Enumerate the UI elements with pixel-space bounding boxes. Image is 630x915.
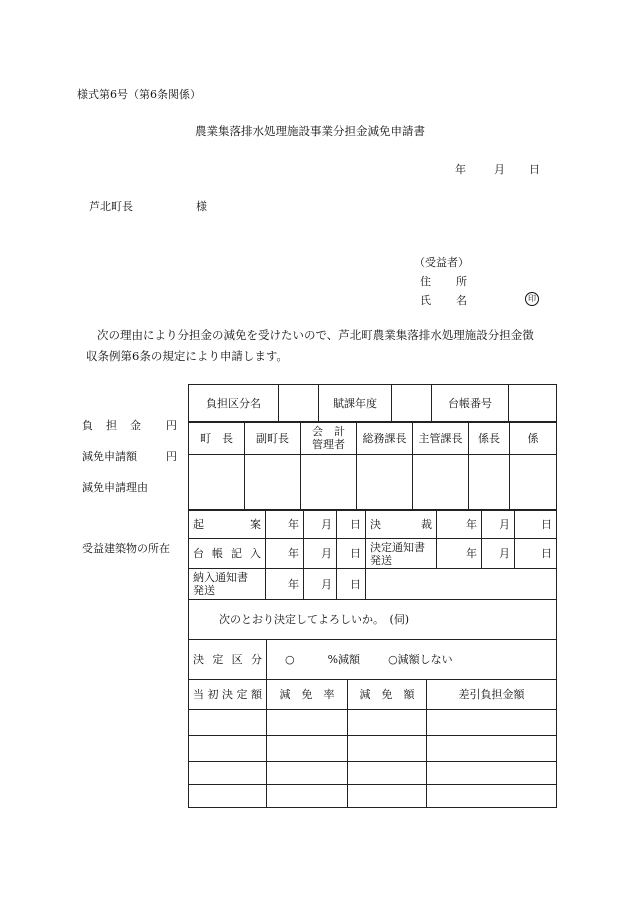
ledger-day-unit: 日	[337, 539, 366, 569]
col-reduction-amount: 減 免 額	[348, 680, 427, 710]
notice-day-unit: 日	[515, 539, 557, 569]
addressee-name: 芦北町長	[89, 200, 133, 213]
amount-char-2: 担	[106, 419, 117, 432]
fiscal-year-value	[392, 385, 432, 423]
blank-cell	[366, 569, 557, 600]
form-number: 様式第6号（第6条関係）	[77, 88, 201, 101]
ledger-year-unit: 年	[266, 539, 304, 569]
payment-year-unit: 年	[266, 569, 304, 600]
approver-deputy-mayor: 副町長	[245, 422, 301, 455]
seal-mark: 印	[525, 292, 539, 306]
category-value	[279, 385, 319, 423]
notice-sent-label: 決定通知書 発送	[366, 539, 437, 569]
ledger-month-unit: 月	[304, 539, 337, 569]
approver-department-chief: 主管課長	[413, 422, 469, 455]
notice-year-unit: 年	[437, 539, 482, 569]
table-row	[189, 736, 557, 762]
building-location-label: 受益建築物の所在	[82, 542, 170, 555]
option-no-reduction: ○減額しない	[388, 653, 453, 666]
amount-unit: 円	[166, 419, 177, 432]
amounts-table	[188, 679, 557, 808]
draft-day-unit: 日	[337, 510, 366, 539]
draft-month-unit: 月	[304, 510, 337, 539]
reduction-amount-label: 減免申請額	[82, 450, 137, 463]
stamp-box	[469, 455, 510, 511]
approver-section-head: 係長	[469, 422, 510, 455]
approver-general-affairs-chief: 総務課長	[357, 422, 413, 455]
stamp-box	[301, 455, 357, 511]
inquiry-text: 次のとおり決定してよろしいか。 (伺)	[189, 600, 557, 640]
col-initial-amount: 当初決定額	[189, 680, 267, 710]
stamp-box	[245, 455, 301, 511]
notice-month-unit: 月	[482, 539, 515, 569]
approver-accounting-manager: 会 計 管理者	[301, 422, 357, 455]
payment-month-unit: 月	[304, 569, 337, 600]
category-label: 負担区分名	[189, 385, 279, 423]
date-day: 日	[529, 163, 540, 176]
draft-label: 起 案	[189, 510, 266, 539]
payment-notice-label: 納入通知書 発送	[189, 569, 266, 600]
paragraph-line-1: 次の理由により分担金の減免を受けたいので、芦北町農業集落排水処理施設分担金徴	[97, 328, 534, 342]
decision-category-label: 決 定 区 分	[189, 640, 267, 680]
date-year: 年	[455, 163, 466, 176]
stamp-box	[357, 455, 413, 511]
stamp-box	[413, 455, 469, 511]
approver-mayor: 町 長	[189, 422, 245, 455]
stamp-box	[189, 455, 245, 511]
approval-table	[188, 421, 557, 511]
reduction-amount-unit: 円	[166, 450, 177, 463]
date-month: 月	[494, 163, 505, 176]
amount-char-1: 負	[82, 419, 93, 432]
address-label-1: 住	[420, 275, 431, 288]
decision-label: 決 裁	[366, 510, 437, 539]
col-reduction-rate: 減 免 率	[267, 680, 348, 710]
table-row	[189, 762, 557, 785]
table-row	[189, 785, 557, 808]
decision-year-unit: 年	[437, 510, 482, 539]
name-label-2: 名	[456, 294, 467, 307]
dates-table	[188, 509, 557, 600]
decision-table	[188, 599, 557, 680]
stamp-box	[510, 455, 557, 511]
decision-options	[267, 640, 557, 680]
info-table	[188, 384, 557, 423]
payment-day-unit: 日	[337, 569, 366, 600]
address-label-2: 所	[456, 275, 467, 288]
document-title: 農業集落排水処理施設事業分担金減免申請書	[195, 124, 425, 138]
ledger-entry-label: 台 帳 記 入	[189, 539, 266, 569]
name-label-1: 氏	[420, 294, 431, 307]
decision-month-unit: 月	[482, 510, 515, 539]
reduction-reason-label: 減免申請理由	[82, 481, 148, 494]
approver-staff: 係	[510, 422, 557, 455]
decision-day-unit: 日	[515, 510, 557, 539]
amount-char-3: 金	[130, 419, 141, 432]
col-net-amount: 差引負担金額	[427, 680, 557, 710]
table-row	[189, 710, 557, 736]
ledger-no-value	[509, 385, 557, 423]
option-reduce: ○ %減額	[285, 653, 361, 666]
applicant-role: （受益者）	[414, 256, 469, 269]
addressee-honorific: 様	[196, 200, 207, 213]
fiscal-year-label: 賦課年度	[319, 385, 392, 423]
paragraph-line-2: 収条例第6条の規定により申請します。	[86, 349, 288, 363]
draft-year-unit: 年	[266, 510, 304, 539]
ledger-no-label: 台帳番号	[432, 385, 509, 423]
